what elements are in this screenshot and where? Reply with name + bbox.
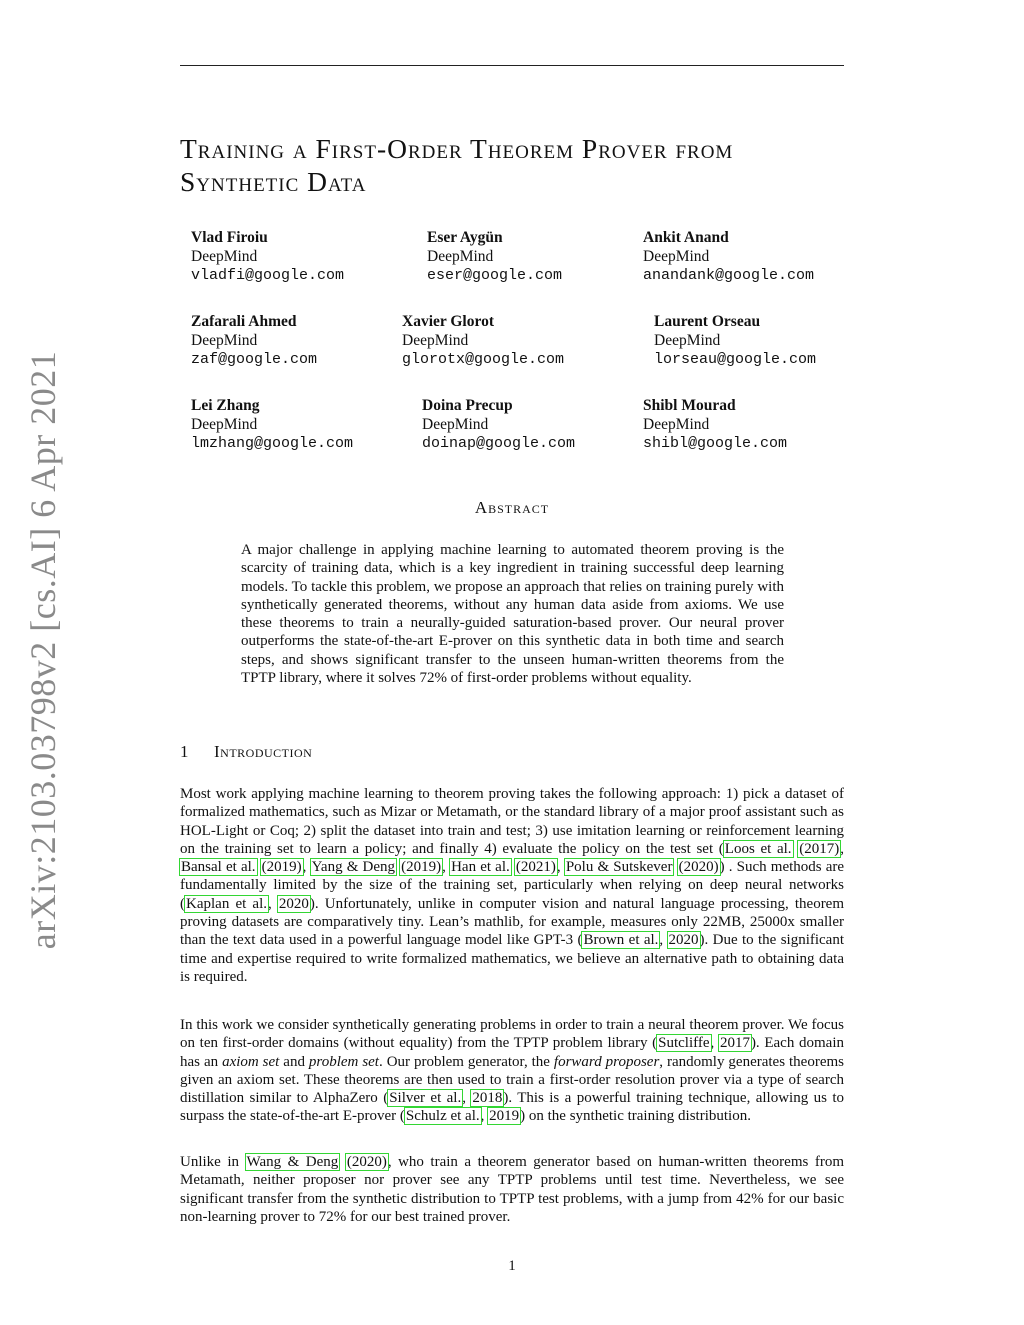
author-name: Xavier Glorot — [402, 313, 494, 330]
citation-link[interactable]: 2017 — [719, 1035, 750, 1052]
citation-link[interactable]: Schulz et al. — [405, 1108, 480, 1125]
arxiv-identifier: arXiv:2103.03798v2 [cs.AI] 6 Apr 2021 — [23, 350, 63, 950]
author-name: Vlad Firoiu — [191, 229, 268, 246]
author-name: Lei Zhang — [191, 397, 260, 414]
author-name: Doina Precup — [422, 397, 513, 414]
author-name: Shibl Mourad — [643, 397, 736, 414]
citation-link[interactable]: 2020 — [668, 932, 699, 949]
emphasis: problem set — [308, 1053, 379, 1070]
author-name: Zafarali Ahmed — [191, 313, 297, 330]
paragraph-2: In this work we consider synthetically generating problems in order to train a neural theorem prover. We focus on ten first-order domains (without equality) from the TPTP problem library (Sutcliffe, 2017). Each domain has an axiom set and problem set. Our problem generator, the forward proposer, randomly generates theorems given an axiom set. These theorems are then used to train a first-order resolution prover via a type of search distillation similar to AlphaZero (Silver et al., 2018). This is a powerful training technique, allowing us to surpass the state-of-the-art E-prover (Schulz et al., 2019) on the synthetic training distribution. — [180, 1017, 844, 1125]
author-name: Laurent Orseau — [654, 313, 761, 330]
author-email[interactable]: glorotx@google.com — [402, 351, 565, 368]
citation-link[interactable]: Sutcliffe — [658, 1035, 710, 1052]
author-affiliation: DeepMind — [191, 332, 258, 349]
author-affiliation: DeepMind — [191, 416, 258, 433]
author-affiliation: DeepMind — [643, 416, 710, 433]
author-affiliation: DeepMind — [422, 416, 489, 433]
author-email[interactable]: anandank@google.com — [643, 267, 815, 284]
author-block — [402, 312, 564, 369]
author-affiliation: DeepMind — [654, 332, 721, 349]
citation-link[interactable]: 2018 — [472, 1090, 503, 1107]
section-number: 1 — [180, 742, 189, 761]
author-email[interactable]: shibl@google.com — [643, 435, 788, 452]
section-title: Introduction — [214, 742, 313, 761]
citation-link[interactable]: (2020) — [346, 1154, 387, 1170]
author-email[interactable]: eser@google.com — [427, 267, 563, 284]
citation-link[interactable]: (2017) — [799, 840, 840, 857]
author-block — [191, 312, 317, 369]
citation-link[interactable]: Han et al. — [451, 859, 510, 876]
citation-link[interactable]: Loos et al. — [724, 840, 792, 857]
author-block — [654, 312, 816, 369]
citation-link[interactable]: (2019) — [401, 859, 442, 876]
author-block — [643, 228, 814, 285]
citation-link[interactable]: Wang & Deng — [246, 1154, 339, 1170]
author-email[interactable]: zaf@google.com — [191, 351, 318, 368]
top-rule — [180, 65, 844, 66]
page-number: 1 — [508, 1258, 516, 1274]
paragraph-3: Unlike in Wang & Deng (2020), who train a theorem generator based on human-written theorems from Metamath, neither proposer nor prover see any TPTP problems until test time. Nevertheless, we see significant transfer from the synthetic distribution to TPTP test problems, with a jump from 42% for our basic non-learning prover to 72% for our best trained prover. — [180, 1154, 845, 1225]
author-affiliation: DeepMind — [402, 332, 469, 349]
citation-link[interactable]: 2020 — [278, 895, 309, 912]
citation-link[interactable]: Kaplan et al. — [186, 895, 268, 912]
author-name: Ankit Anand — [643, 229, 729, 246]
citation-link[interactable]: 2019 — [489, 1108, 520, 1125]
citation-link[interactable]: (2021) — [515, 859, 556, 876]
author-block — [427, 228, 562, 285]
emphasis: forward proposer — [553, 1053, 660, 1070]
citation-link[interactable]: (2019) — [261, 859, 302, 876]
author-block — [191, 228, 344, 285]
abstract-heading: Abstract — [474, 498, 550, 517]
author-block — [643, 396, 787, 453]
paper-title — [180, 132, 844, 198]
author-block — [191, 396, 353, 453]
author-affiliation: DeepMind — [191, 248, 258, 265]
paragraph-1: Most work applying machine learning to theorem proving takes the following approach: 1) pick a dataset of formalized mathematics, such as Mizar or Metamath, or the standard library of a major proof assistant such as HOL-Light or Coq; 2) split the dataset into train and test; 3) use imitation learning or reinforcement learning on the training set to learn a policy; and finally 4) evaluate the policy on the test set (Loos et al. (2017), Bansal et al. (2019), Yang & Deng (2019), Han et al. (2021), Polu & Sutskever (2020)) . Such methods are fundamentally limited by the size of the training set, particularly when relying on deep neural networks (Kaplan et al., 2020). Unfortunately, unlike in computer vision and natural language processing, theorem proving datasets are comparatively tiny. Lean’s mathlib, for example, measures only 22MB, 25000x smaller than the text data used in a powerful language model like GPT-3 (Brown et al., 2020). Due to the significant time and expertise required to write formalized mathematics, we believe an alternative path to obtaining data is required. — [180, 786, 845, 985]
citation-link[interactable]: (2020) — [678, 859, 719, 876]
citation-link[interactable]: Yang & Deng — [311, 859, 396, 876]
author-affiliation: DeepMind — [643, 248, 710, 265]
citation-link[interactable]: Bansal et al. — [181, 859, 256, 876]
citation-link[interactable]: Silver et al. — [389, 1090, 462, 1107]
author-block — [422, 396, 575, 453]
title-line-1: Training a First-Order Theorem Prover from — [180, 133, 734, 164]
section-heading — [180, 742, 312, 762]
author-email[interactable]: doinap@google.com — [422, 435, 576, 452]
author-name: Eser Aygün — [427, 229, 503, 246]
title-line-2: Synthetic Data — [180, 166, 367, 197]
citation-link[interactable]: Polu & Sutskever — [565, 859, 673, 876]
author-email[interactable]: vladfi@google.com — [191, 267, 345, 284]
author-email[interactable]: lmzhang@google.com — [191, 435, 354, 452]
emphasis: axiom set — [222, 1053, 280, 1070]
author-email[interactable]: lorseau@google.com — [654, 351, 817, 368]
abstract-text: A major challenge in applying machine learning to automated theorem proving is the scarcity of training data, which is a key ingredient in training successful deep learning models. To tackle this problem, we propose an approach that relies on training purely with synthetically generated theorems, without any human data aside from axioms. We use these theorems to train a neurally-guided saturation-based prover. Our neural prover outperforms the state-of-the-art E-prover on this synthetic data in both time and search steps, and shows significant transfer to the unseen human-written theorems from the TPTP library, where it solves 72% of first-order problems without equality. — [241, 542, 784, 687]
citation-link[interactable]: Brown et al. — [583, 932, 659, 949]
author-affiliation: DeepMind — [427, 248, 494, 265]
